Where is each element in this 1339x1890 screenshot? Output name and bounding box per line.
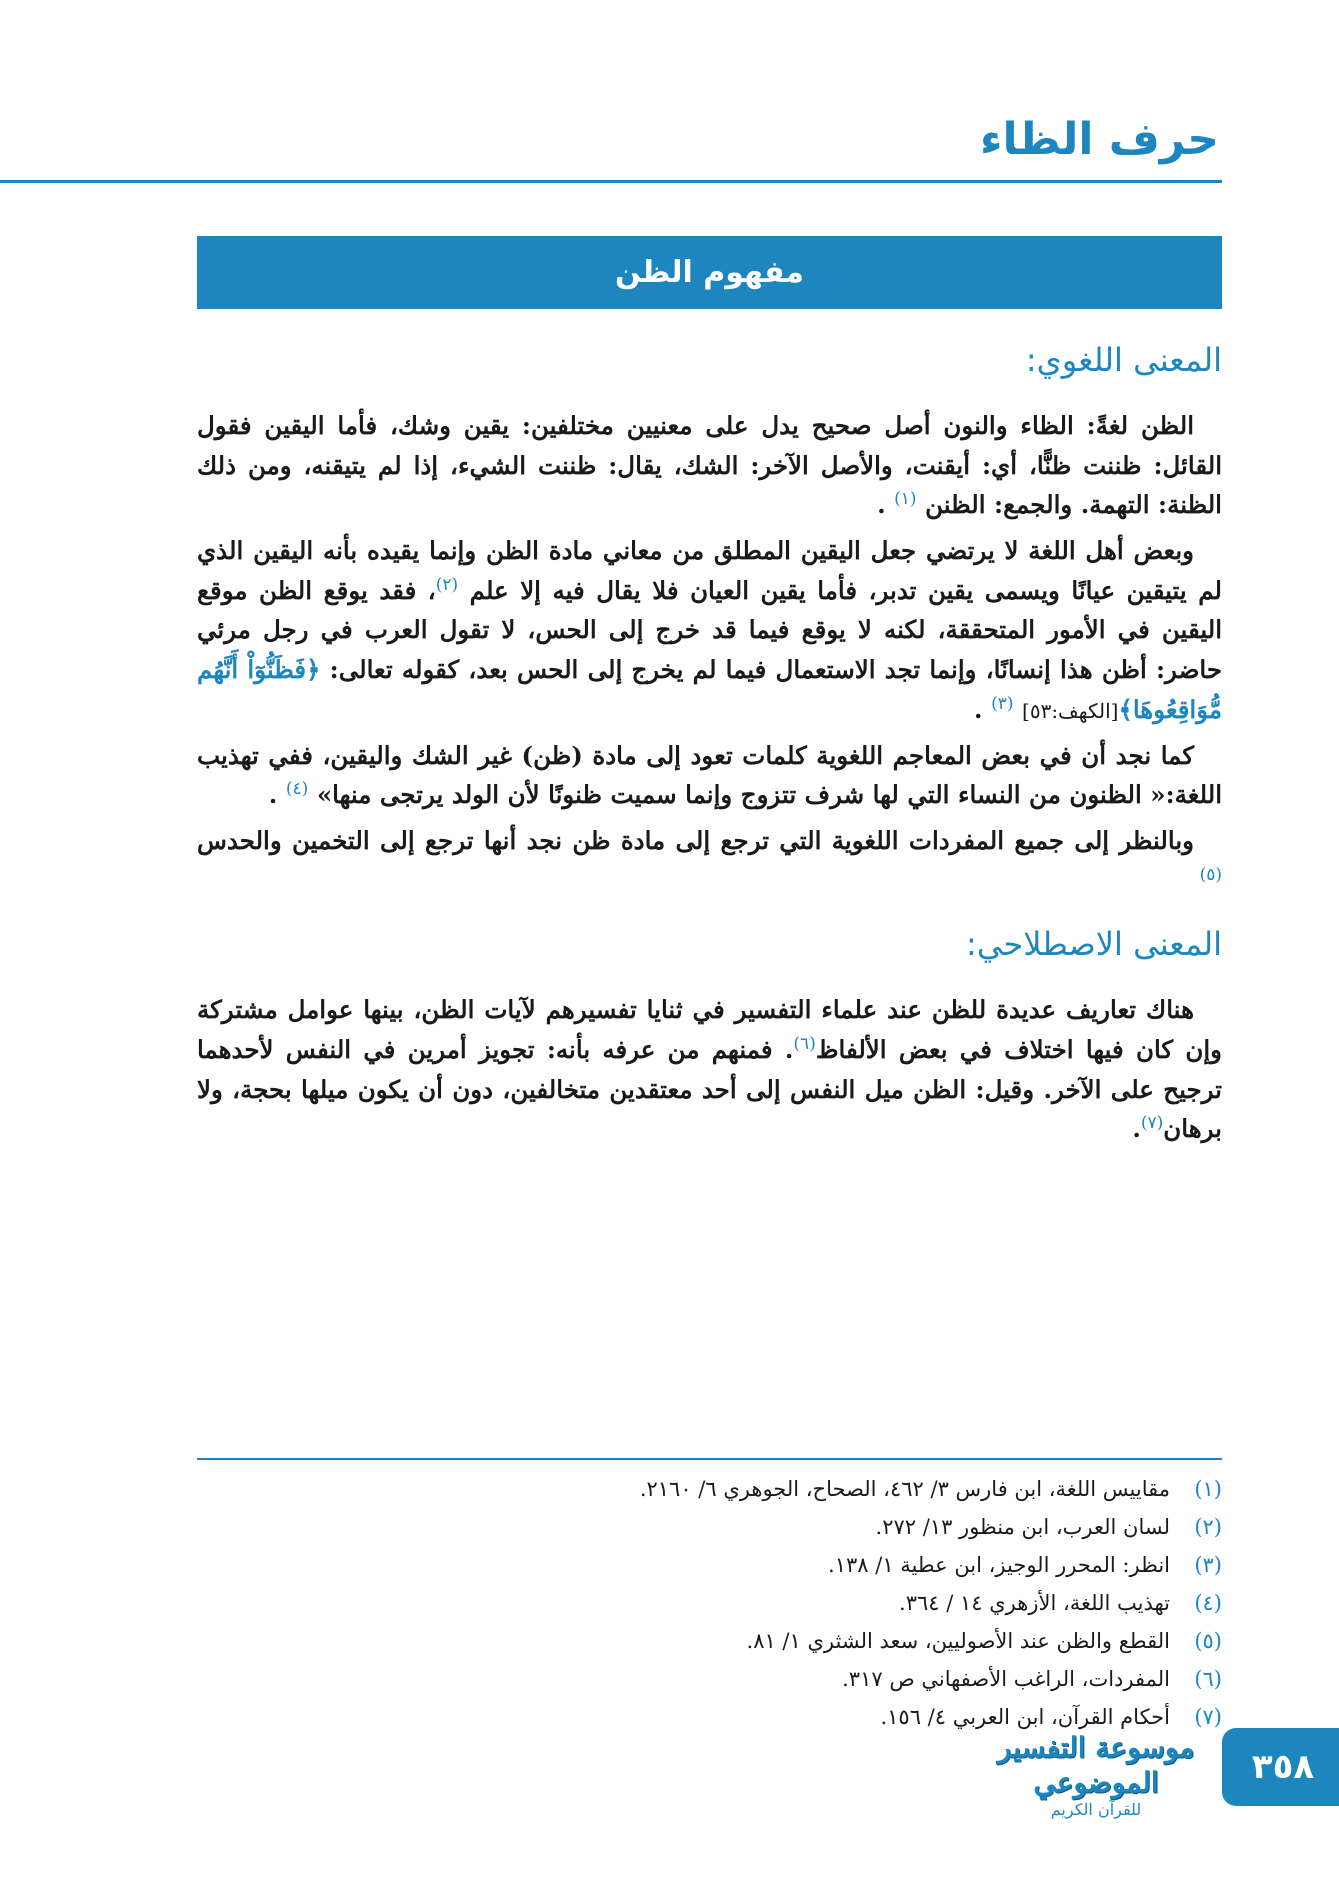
page-number: ٣٥٨ bbox=[1251, 1747, 1315, 1787]
footnote-number: (١) bbox=[1194, 1477, 1222, 1501]
footnote-ref-3[interactable]: (٣) bbox=[991, 693, 1014, 714]
paragraph-end: . bbox=[268, 780, 286, 810]
main-content bbox=[197, 336, 1222, 1155]
footnote-ref-2[interactable]: (٢) bbox=[435, 574, 459, 595]
terminological-meaning-heading: المعنى الاصطلاحي: bbox=[966, 925, 1222, 964]
footnote-number: (٤) bbox=[1194, 1591, 1222, 1615]
footnote-number: (٥) bbox=[1194, 1629, 1222, 1653]
terminological-section bbox=[197, 920, 1222, 1149]
verse-reference: [الكهف:٥٣] bbox=[1022, 698, 1119, 723]
footnote-number: (٦) bbox=[1194, 1667, 1222, 1691]
quran-verse: ﴿فَظَنُّوٓاْ أَنَّهُم مُّوَاقِعُوهَا﴾ bbox=[197, 655, 1222, 724]
paragraph-text: وبعض أهل اللغة لا يرتضي جعل اليقين المطلق من معاني مادة الظن وإنما يقيده بأنه اليقين الذي لم يتيقين عيانًا ويسمى يقين تدبر، فأما يقين العيان فلا يقال فيه إلا علم bbox=[197, 536, 1222, 605]
footnote-text: تهذيب اللغة، الأزهري ١٤ / ٣٦٤. bbox=[899, 1591, 1170, 1615]
paragraph-text: هناك تعاريف عديدة للظن عند علماء التفسير في ثنايا تفسيرهم لآيات الظن، بينها عوامل مشتركة وإن كان فيها اختلاف في بعض الألفاظ bbox=[197, 995, 1222, 1064]
section-title: مفهوم الظن bbox=[615, 255, 804, 290]
paragraph-text-continued: . فمنهم من عرفه بأنه: تجويز أمرين في النفس لأحدهما ترجيح على الآخر. وقيل: الظن ميل النفس إلى أحد معتقدين متخالفين، دون أن يكون ميلها بحجة، ولا برهان bbox=[197, 1034, 1222, 1144]
footnote-separator bbox=[197, 1458, 1222, 1460]
paragraph-text: الظن لغةً: الظاء والنون أصل صحيح يدل على معنيين مختلفين: يقين وشك، فأما اليقين فقول القائل: ظننت ظنًّا، أي: أيقنت، والأصل الآخر: الشك، يقال: ظننت الشيء، إذا لم يتيقنه، ومن ذلك الظنة: التهمة. والجمع: الظنن bbox=[197, 411, 1222, 520]
terminological-paragraph-1 bbox=[197, 990, 1222, 1149]
lexical-paragraph-3 bbox=[197, 736, 1222, 815]
section-title-bar bbox=[197, 236, 1222, 309]
footnote-item bbox=[197, 1622, 1222, 1660]
footnote-text: المفردات، الراغب الأصفهاني ص ٣١٧. bbox=[842, 1667, 1170, 1691]
paragraph-text: كما نجد أن في بعض المعاجم اللغوية كلمات تعود إلى مادة (ظن) غير الشك واليقين، ففي تهذيب اللغة:« الظنون من النساء التي لها شرف تتزوج وإنما سميت ظنونًا لأن الولد يرتجى منها» bbox=[197, 740, 1222, 810]
footnote-number: (٧) bbox=[1194, 1705, 1222, 1729]
footnote-number: (٢) bbox=[1194, 1515, 1222, 1539]
footnote-number: (٣) bbox=[1194, 1553, 1222, 1577]
lexical-paragraph-1 bbox=[197, 406, 1222, 525]
paragraph-text-continued: ، فقد يوقع الظن موقع اليقين في الأمور المتحققة، لكنه لا يوقع فيما قد خرج إلى الحس، لا تقول العرب في رجل مرئي حاضر: أظن هذا إنسانًا، وإنما تجد الاستعمال فيما لم يخرج إلى الحس بعد، كقوله تعالى: bbox=[197, 575, 1222, 685]
footnotes-list bbox=[197, 1470, 1222, 1736]
header-rule bbox=[0, 180, 1222, 183]
footnote-text: مقاييس اللغة، ابن فارس ٣/ ٤٦٢، الصحاح، الجوهري ٦/ ٢١٦٠. bbox=[639, 1477, 1170, 1501]
paragraph-end: . bbox=[1132, 1114, 1141, 1144]
footnote-ref-6[interactable]: (٦) bbox=[793, 1033, 816, 1054]
footnote-item bbox=[197, 1546, 1222, 1584]
encyclopedia-logo bbox=[996, 1730, 1196, 1850]
footnote-text: القطع والظن عند الأصوليين، سعد الشثري ١/ ٨١. bbox=[746, 1629, 1170, 1653]
footnote-ref-1[interactable]: (١) bbox=[894, 489, 917, 510]
lexical-meaning-heading: المعنى اللغوي: bbox=[1025, 341, 1222, 379]
footnote-ref-5[interactable]: (٥) bbox=[1199, 864, 1222, 885]
footnote-item bbox=[197, 1470, 1222, 1508]
footnote-ref-4[interactable]: (٤) bbox=[285, 779, 309, 800]
footnote-item bbox=[197, 1584, 1222, 1622]
paragraph-text: وبالنظر إلى جميع المفردات اللغوية التي ترجع إلى مادة ظن نجد أنها ترجع إلى التخمين والحدس bbox=[197, 825, 1194, 855]
chapter-title: حرف الظاء bbox=[980, 114, 1219, 165]
footnote-text: لسان العرب، ابن منظور ١٣/ ٢٧٢. bbox=[875, 1515, 1170, 1539]
footnote-item bbox=[197, 1508, 1222, 1546]
footnote-text: أحكام القرآن، ابن العربي ٤/ ١٥٦. bbox=[880, 1705, 1170, 1729]
lexical-paragraph-4 bbox=[197, 821, 1222, 900]
paragraph-end: . bbox=[974, 694, 992, 724]
footnote-text: انظر: المحرر الوجيز، ابن عطية ١/ ١٣٨. bbox=[828, 1553, 1170, 1577]
footnote-item bbox=[197, 1660, 1222, 1698]
lexical-paragraph-2 bbox=[197, 531, 1222, 729]
logo-title: موسوعة التفسير الموضوعي bbox=[997, 1731, 1195, 1799]
logo-subtitle: للقرآن الكريم bbox=[1050, 1800, 1142, 1819]
footnote-ref-7[interactable]: (٧) bbox=[1140, 1113, 1164, 1134]
paragraph-end: . bbox=[877, 490, 895, 520]
